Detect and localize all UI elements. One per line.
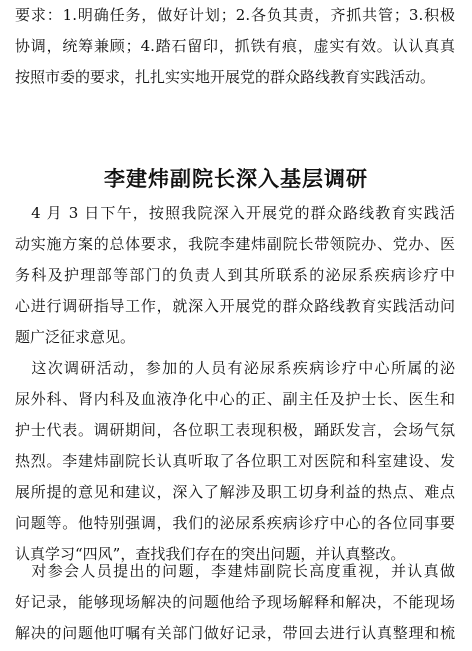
text-line: 协调，统筹兼顾；4.踏石留印，抓铁有痕，虚实有效。认认真真 bbox=[15, 37, 455, 55]
paragraph-3 bbox=[15, 556, 455, 649]
text-line: 问题等。他特别强调，我们的泌尿系疾病诊疗中心的各位同事要 bbox=[15, 514, 455, 532]
text-line: 动实施方案的总体要求，我院李建炜副院长带领院办、党办、医 bbox=[15, 235, 455, 253]
text-line: 展所提的意见和建议，深入了解涉及职工切身利益的热点、难点 bbox=[15, 483, 455, 501]
text-line: 尿外科、肾内科及血液净化中心的正、副主任及护士长、医生和 bbox=[15, 390, 455, 408]
text-line: 心进行调研指导工作，就深入开展党的群众路线教育实践活动问 bbox=[15, 297, 455, 315]
text-line: 解决的问题他叮嘱有关部门做好记录，带回去进行认真整理和梳 bbox=[15, 624, 455, 642]
text-line: 务科及护理部等部门的负责人到其所联系的泌尿系疾病诊疗中 bbox=[15, 266, 455, 284]
text-line: 按照市委的要求，扎扎实实地开展党的群众路线教育实践活动。 bbox=[15, 68, 436, 86]
text-line: 4 月 3 日下午，按照我院深入开展党的群众路线教育实践活 bbox=[15, 204, 455, 222]
paragraph-2 bbox=[15, 353, 455, 570]
intro-paragraph bbox=[15, 0, 455, 93]
paragraph-1 bbox=[15, 198, 455, 353]
article-title: 李建炜副院长深入基层调研 bbox=[104, 167, 368, 191]
text-line: 这次调研活动，参加的人员有泌尿系疾病诊疗中心所属的泌 bbox=[15, 359, 455, 377]
text-line: 好记录，能够现场解决的问题他给予现场解释和解决，不能现场 bbox=[15, 593, 455, 611]
text-line: 热烈。李建炜副院长认真听取了各位职工对医院和科室建设、发 bbox=[15, 452, 455, 470]
text-line: 要求：1.明确任务，做好计划；2.各负其责，齐抓共管；3.积极 bbox=[15, 6, 455, 24]
text-line: 对参会人员提出的问题，李建炜副院长高度重视，并认真做 bbox=[15, 562, 455, 580]
text-line: 题广泛征求意见。 bbox=[15, 328, 136, 346]
text-line: 认真学习“四风”，查找我们存在的突出问题，并认真整改。 bbox=[15, 545, 406, 563]
text-line: 护士代表。调研期间，各位职工表现积极，踊跃发言，会场气氛 bbox=[15, 421, 455, 439]
